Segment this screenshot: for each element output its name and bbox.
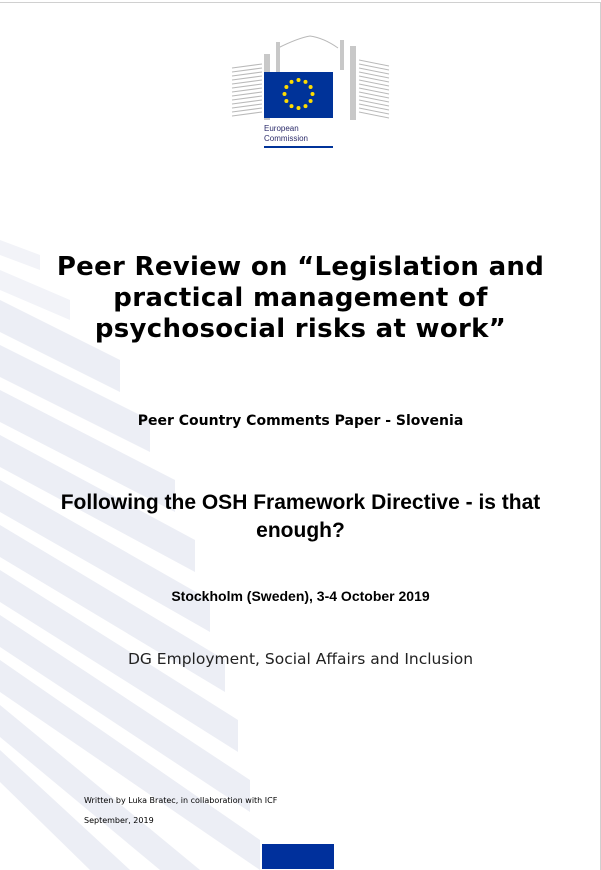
document-title: Peer Review on “Legislation and practical management of psychosocial risks at work” (56, 252, 545, 344)
author-line: Written by Luka Bratec, in collaboration with ICF (84, 796, 278, 805)
document-subtitle: Peer Country Comments Paper - Slovenia (137, 413, 464, 429)
footer-color-bar (262, 844, 334, 869)
logo-line-commission: Commission (264, 134, 309, 143)
logo-wordmark (264, 124, 308, 144)
publication-date: September, 2019 (84, 816, 154, 825)
european-commission-logo (228, 34, 393, 150)
paper-title: Following the OSH Framework Directive - is that enough? (60, 491, 541, 542)
logo-underline (264, 146, 333, 148)
organiser: DG Employment, Social Affairs and Inclusion (127, 650, 474, 668)
logo-line-european: European (264, 124, 299, 133)
event-location-date: Stockholm (Sweden), 3-4 October 2019 (171, 588, 430, 604)
